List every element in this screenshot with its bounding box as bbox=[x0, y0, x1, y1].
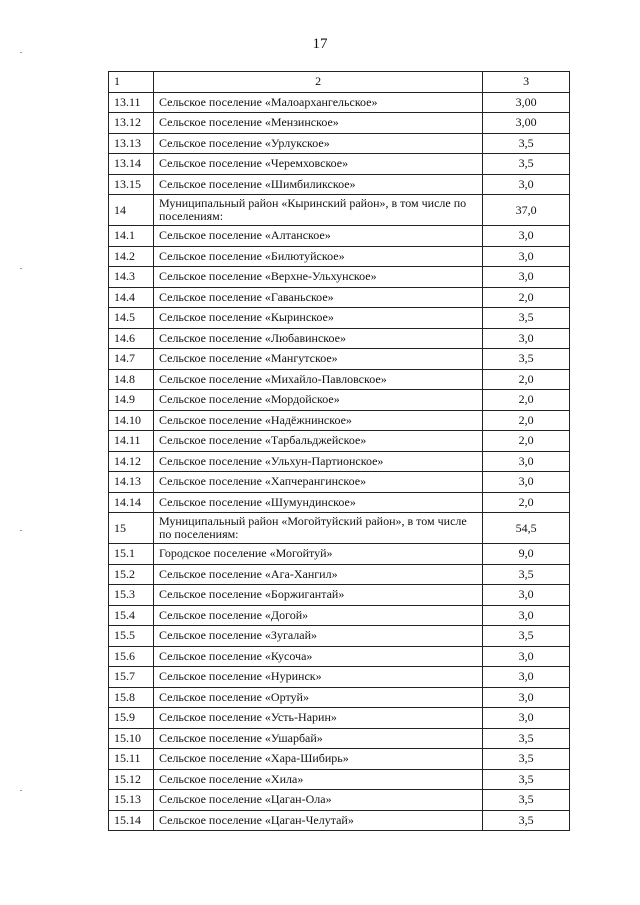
row-value-cell: 54,5 bbox=[483, 513, 570, 544]
row-value-cell: 2,0 bbox=[483, 492, 570, 513]
row-value-cell: 3,5 bbox=[483, 349, 570, 370]
row-number-cell: 14.1 bbox=[109, 226, 154, 247]
row-number-cell: 15.14 bbox=[109, 810, 154, 831]
table-row bbox=[109, 410, 570, 431]
row-value-cell: 3,5 bbox=[483, 133, 570, 154]
row-value-cell: 3,5 bbox=[483, 564, 570, 585]
row-number-cell: 13.14 bbox=[109, 154, 154, 175]
row-number-cell: 13.15 bbox=[109, 174, 154, 195]
row-name-cell: Сельское поселение «Надёжнинское» bbox=[153, 410, 482, 431]
row-number-cell: 15.7 bbox=[109, 667, 154, 688]
row-name-cell: Сельское поселение «Гаваньское» bbox=[153, 287, 482, 308]
margin-mark bbox=[20, 268, 22, 269]
table-row bbox=[109, 133, 570, 154]
row-name-cell: Сельское поселение «Нуринск» bbox=[153, 667, 482, 688]
table-row bbox=[109, 687, 570, 708]
row-name-cell: Сельское поселение «Михайло-Павловское» bbox=[153, 369, 482, 390]
row-value-cell: 3,0 bbox=[483, 226, 570, 247]
row-value-cell: 3,0 bbox=[483, 328, 570, 349]
row-value-cell: 3,5 bbox=[483, 728, 570, 749]
row-number-cell: 15.12 bbox=[109, 769, 154, 790]
table-row bbox=[109, 626, 570, 647]
table-row bbox=[109, 308, 570, 329]
row-value-cell: 3,5 bbox=[483, 308, 570, 329]
row-number-cell: 15.3 bbox=[109, 585, 154, 606]
row-value-cell: 3,0 bbox=[483, 605, 570, 626]
table-row bbox=[109, 92, 570, 113]
table-header-row bbox=[109, 72, 570, 93]
table-row bbox=[109, 605, 570, 626]
row-name-cell: Сельское поселение «Хила» bbox=[153, 769, 482, 790]
row-number-cell: 14.2 bbox=[109, 246, 154, 267]
row-name-cell: Сельское поселение «Шумундинское» bbox=[153, 492, 482, 513]
row-name-cell: Сельское поселение «Цаган-Ола» bbox=[153, 790, 482, 811]
table-row bbox=[109, 810, 570, 831]
row-name-cell: Сельское поселение «Любавинское» bbox=[153, 328, 482, 349]
row-value-cell: 3,0 bbox=[483, 472, 570, 493]
row-number-cell: 14.11 bbox=[109, 431, 154, 452]
row-number-cell: 15.8 bbox=[109, 687, 154, 708]
row-value-cell: 3,0 bbox=[483, 585, 570, 606]
row-name-cell: Сельское поселение «Догой» bbox=[153, 605, 482, 626]
row-name-cell: Сельское поселение «Алтанское» bbox=[153, 226, 482, 247]
row-value-cell: 3,0 bbox=[483, 667, 570, 688]
row-value-cell: 2,0 bbox=[483, 431, 570, 452]
row-number-cell: 14.3 bbox=[109, 267, 154, 288]
row-name-cell: Сельское поселение «Ульхун-Партионское» bbox=[153, 451, 482, 472]
row-name-cell: Сельское поселение «Усть-Нарин» bbox=[153, 708, 482, 729]
row-value-cell: 3,0 bbox=[483, 708, 570, 729]
row-number-cell: 14.13 bbox=[109, 472, 154, 493]
row-number-cell: 14.8 bbox=[109, 369, 154, 390]
row-number-cell: 14.5 bbox=[109, 308, 154, 329]
row-value-cell: 2,0 bbox=[483, 390, 570, 411]
table-row bbox=[109, 195, 570, 226]
row-number-cell: 15 bbox=[109, 513, 154, 544]
row-value-cell: 3,0 bbox=[483, 246, 570, 267]
table-row bbox=[109, 226, 570, 247]
table-row bbox=[109, 113, 570, 134]
row-number-cell: 15.10 bbox=[109, 728, 154, 749]
header-cell-1: 1 bbox=[109, 72, 154, 93]
row-name-cell: Сельское поселение «Шимбиликское» bbox=[153, 174, 482, 195]
row-name-cell: Сельское поселение «Хапчерангинское» bbox=[153, 472, 482, 493]
row-value-cell: 37,0 bbox=[483, 195, 570, 226]
row-value-cell: 3,5 bbox=[483, 769, 570, 790]
row-name-cell: Сельское поселение «Ага-Хангил» bbox=[153, 564, 482, 585]
row-value-cell: 3,5 bbox=[483, 749, 570, 770]
row-name-cell: Сельское поселение «Мензинское» bbox=[153, 113, 482, 134]
row-number-cell: 14 bbox=[109, 195, 154, 226]
allocation-table bbox=[108, 71, 570, 831]
row-number-cell: 15.6 bbox=[109, 646, 154, 667]
table-row bbox=[109, 390, 570, 411]
row-number-cell: 14.14 bbox=[109, 492, 154, 513]
table-row bbox=[109, 349, 570, 370]
table-row bbox=[109, 451, 570, 472]
table-row bbox=[109, 246, 570, 267]
row-value-cell: 3,5 bbox=[483, 626, 570, 647]
row-name-cell: Сельское поселение «Билютуйское» bbox=[153, 246, 482, 267]
table-row bbox=[109, 431, 570, 452]
table-row bbox=[109, 646, 570, 667]
row-name-cell: Сельское поселение «Урлукское» bbox=[153, 133, 482, 154]
table-row bbox=[109, 749, 570, 770]
margin-mark bbox=[20, 530, 22, 531]
header-cell-2: 2 bbox=[153, 72, 482, 93]
row-name-cell: Сельское поселение «Кыринское» bbox=[153, 308, 482, 329]
row-name-cell: Сельское поселение «Мордойское» bbox=[153, 390, 482, 411]
row-name-cell: Сельское поселение «Цаган-Челутай» bbox=[153, 810, 482, 831]
row-number-cell: 14.6 bbox=[109, 328, 154, 349]
row-name-cell: Сельское поселение «Хара-Шибирь» bbox=[153, 749, 482, 770]
row-value-cell: 3,00 bbox=[483, 113, 570, 134]
row-number-cell: 13.11 bbox=[109, 92, 154, 113]
row-value-cell: 2,0 bbox=[483, 410, 570, 431]
table-row bbox=[109, 369, 570, 390]
row-name-cell: Сельское поселение «Малоархангельское» bbox=[153, 92, 482, 113]
table-row bbox=[109, 154, 570, 175]
row-name-cell: Муниципальный район «Могойтуйский район», в том числе по поселениям: bbox=[153, 513, 482, 544]
table-row bbox=[109, 585, 570, 606]
margin-mark bbox=[20, 790, 22, 791]
row-name-cell: Сельское поселение «Ушарбай» bbox=[153, 728, 482, 749]
row-number-cell: 15.9 bbox=[109, 708, 154, 729]
table-row bbox=[109, 472, 570, 493]
row-name-cell: Сельское поселение «Ортуй» bbox=[153, 687, 482, 708]
table-body bbox=[109, 72, 570, 831]
row-number-cell: 13.12 bbox=[109, 113, 154, 134]
margin-mark bbox=[20, 52, 22, 53]
row-number-cell: 15.13 bbox=[109, 790, 154, 811]
header-cell-3: 3 bbox=[483, 72, 570, 93]
row-name-cell: Городское поселение «Могойтуй» bbox=[153, 544, 482, 565]
row-name-cell: Сельское поселение «Боржигантай» bbox=[153, 585, 482, 606]
row-number-cell: 14.9 bbox=[109, 390, 154, 411]
row-value-cell: 3,0 bbox=[483, 267, 570, 288]
row-name-cell: Сельское поселение «Тарбальджейское» bbox=[153, 431, 482, 452]
row-number-cell: 15.5 bbox=[109, 626, 154, 647]
row-value-cell: 9,0 bbox=[483, 544, 570, 565]
row-value-cell: 3,5 bbox=[483, 154, 570, 175]
table-row bbox=[109, 174, 570, 195]
row-value-cell: 3,0 bbox=[483, 687, 570, 708]
row-value-cell: 3,5 bbox=[483, 790, 570, 811]
table-row bbox=[109, 287, 570, 308]
table-row bbox=[109, 728, 570, 749]
row-number-cell: 14.7 bbox=[109, 349, 154, 370]
row-value-cell: 3,5 bbox=[483, 810, 570, 831]
row-value-cell: 2,0 bbox=[483, 369, 570, 390]
table-row bbox=[109, 513, 570, 544]
row-number-cell: 14.10 bbox=[109, 410, 154, 431]
row-name-cell: Сельское поселение «Черемховское» bbox=[153, 154, 482, 175]
row-value-cell: 3,00 bbox=[483, 92, 570, 113]
row-number-cell: 15.2 bbox=[109, 564, 154, 585]
row-name-cell: Сельское поселение «Кусоча» bbox=[153, 646, 482, 667]
table-row bbox=[109, 769, 570, 790]
table-row bbox=[109, 708, 570, 729]
row-number-cell: 14.12 bbox=[109, 451, 154, 472]
row-name-cell: Сельское поселение «Верхне-Ульхунское» bbox=[153, 267, 482, 288]
row-value-cell: 3,0 bbox=[483, 174, 570, 195]
page-number: 17 bbox=[312, 36, 328, 52]
table-row bbox=[109, 492, 570, 513]
table-row bbox=[109, 790, 570, 811]
table-row bbox=[109, 564, 570, 585]
row-name-cell: Муниципальный район «Кыринский район», в том числе по поселениям: bbox=[153, 195, 482, 226]
row-value-cell: 3,0 bbox=[483, 451, 570, 472]
row-name-cell: Сельское поселение «Мангутское» bbox=[153, 349, 482, 370]
table-row bbox=[109, 667, 570, 688]
row-number-cell: 14.4 bbox=[109, 287, 154, 308]
row-value-cell: 3,0 bbox=[483, 646, 570, 667]
row-value-cell: 2,0 bbox=[483, 287, 570, 308]
row-name-cell: Сельское поселение «Зугалай» bbox=[153, 626, 482, 647]
table-row bbox=[109, 328, 570, 349]
row-number-cell: 15.11 bbox=[109, 749, 154, 770]
table-row bbox=[109, 544, 570, 565]
table-row bbox=[109, 267, 570, 288]
row-number-cell: 15.4 bbox=[109, 605, 154, 626]
row-number-cell: 15.1 bbox=[109, 544, 154, 565]
row-number-cell: 13.13 bbox=[109, 133, 154, 154]
